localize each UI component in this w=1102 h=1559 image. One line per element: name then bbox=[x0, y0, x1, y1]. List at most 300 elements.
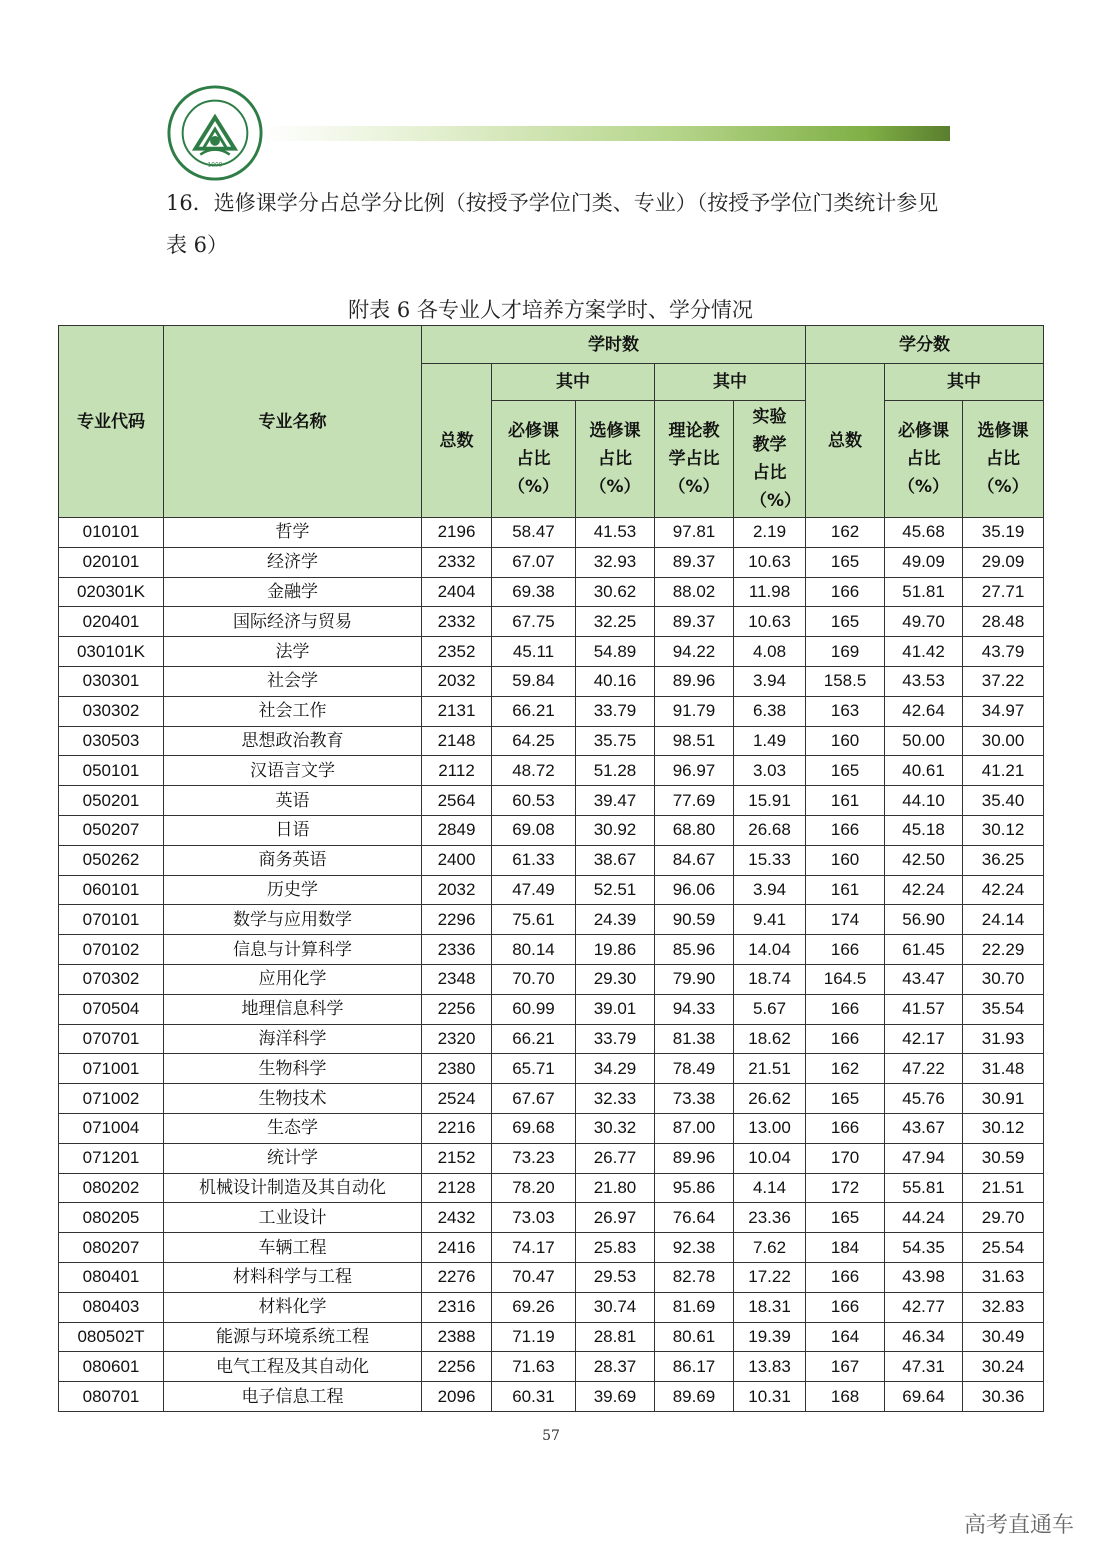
table-cell: 28.37 bbox=[576, 1352, 655, 1382]
table-cell: 169 bbox=[806, 637, 885, 667]
header-required-ratio: 必修课占比（%） bbox=[492, 401, 576, 518]
table-cell: 30.24 bbox=[963, 1352, 1044, 1382]
table-cell: 168 bbox=[806, 1382, 885, 1412]
table-cell: 13.00 bbox=[734, 1113, 806, 1143]
table-cell: 11.98 bbox=[734, 577, 806, 607]
table-row bbox=[59, 666, 1044, 696]
table-cell: 70.70 bbox=[492, 964, 576, 994]
table-cell: 43.67 bbox=[885, 1113, 963, 1143]
table-cell: 7.62 bbox=[734, 1233, 806, 1263]
table-cell: 050101 bbox=[59, 756, 164, 786]
table-cell: 010101 bbox=[59, 518, 164, 548]
table-cell: 4.14 bbox=[734, 1173, 806, 1203]
table-cell: 2320 bbox=[422, 1024, 492, 1054]
table-cell: 71.63 bbox=[492, 1352, 576, 1382]
header-credits-total: 总数 bbox=[806, 364, 885, 518]
table-cell: 应用化学 bbox=[164, 964, 422, 994]
table-cell: 34.29 bbox=[576, 1054, 655, 1084]
table-cell: 19.39 bbox=[734, 1322, 806, 1352]
table-row bbox=[59, 845, 1044, 875]
table-cell: 67.07 bbox=[492, 547, 576, 577]
table-cell: 30.00 bbox=[963, 726, 1044, 756]
table-body bbox=[59, 518, 1044, 1412]
table-cell: 76.64 bbox=[655, 1203, 734, 1233]
watermark-text: 高考直通车 bbox=[963, 1513, 1074, 1538]
table-cell: 14.04 bbox=[734, 935, 806, 965]
table-cell: 2276 bbox=[422, 1262, 492, 1292]
table-cell: 海洋科学 bbox=[164, 1024, 422, 1054]
table-cell: 21.51 bbox=[963, 1173, 1044, 1203]
table-cell: 44.24 bbox=[885, 1203, 963, 1233]
table-cell: 070504 bbox=[59, 994, 164, 1024]
table-cell: 56.90 bbox=[885, 905, 963, 935]
table-cell: 166 bbox=[806, 935, 885, 965]
table-cell: 172 bbox=[806, 1173, 885, 1203]
table-cell: 2148 bbox=[422, 726, 492, 756]
table-cell: 080403 bbox=[59, 1292, 164, 1322]
table-cell: 26.62 bbox=[734, 1084, 806, 1114]
table-cell: 020401 bbox=[59, 607, 164, 637]
header-hours: 学时数 bbox=[422, 326, 806, 364]
table-cell: 10.31 bbox=[734, 1382, 806, 1412]
table-cell: 020301K bbox=[59, 577, 164, 607]
table-cell: 2524 bbox=[422, 1084, 492, 1114]
table-cell: 47.22 bbox=[885, 1054, 963, 1084]
table-cell: 85.96 bbox=[655, 935, 734, 965]
table-cell: 030301 bbox=[59, 666, 164, 696]
table-cell: 163 bbox=[806, 696, 885, 726]
table-cell: 32.33 bbox=[576, 1084, 655, 1114]
curriculum-table bbox=[58, 325, 1044, 1412]
table-cell: 73.38 bbox=[655, 1084, 734, 1114]
table-cell: 29.30 bbox=[576, 964, 655, 994]
table-cell: 电子信息工程 bbox=[164, 1382, 422, 1412]
table-cell: 030101K bbox=[59, 637, 164, 667]
table-cell: 法学 bbox=[164, 637, 422, 667]
table-cell: 51.81 bbox=[885, 577, 963, 607]
table-cell: 49.70 bbox=[885, 607, 963, 637]
table-cell: 2380 bbox=[422, 1054, 492, 1084]
table-cell: 60.99 bbox=[492, 994, 576, 1024]
table-cell: 030503 bbox=[59, 726, 164, 756]
table-cell: 164 bbox=[806, 1322, 885, 1352]
table-cell: 89.96 bbox=[655, 666, 734, 696]
table-cell: 24.39 bbox=[576, 905, 655, 935]
table-cell: 42.77 bbox=[885, 1292, 963, 1322]
table-cell: 40.61 bbox=[885, 756, 963, 786]
table-cell: 32.25 bbox=[576, 607, 655, 637]
table-cell: 64.25 bbox=[492, 726, 576, 756]
table-cell: 69.68 bbox=[492, 1113, 576, 1143]
table-cell: 165 bbox=[806, 607, 885, 637]
table-row bbox=[59, 1233, 1044, 1263]
table-row bbox=[59, 1143, 1044, 1173]
table-cell: 信息与计算科学 bbox=[164, 935, 422, 965]
table-cell: 2256 bbox=[422, 994, 492, 1024]
table-cell: 88.02 bbox=[655, 577, 734, 607]
table-cell: 174 bbox=[806, 905, 885, 935]
table-row bbox=[59, 547, 1044, 577]
table-cell: 15.91 bbox=[734, 786, 806, 816]
table-cell: 39.69 bbox=[576, 1382, 655, 1412]
table-cell: 2256 bbox=[422, 1352, 492, 1382]
table-cell: 74.17 bbox=[492, 1233, 576, 1263]
table-cell: 材料化学 bbox=[164, 1292, 422, 1322]
table-cell: 66.21 bbox=[492, 696, 576, 726]
table-cell: 81.69 bbox=[655, 1292, 734, 1322]
table-cell: 社会工作 bbox=[164, 696, 422, 726]
table-cell: 45.18 bbox=[885, 815, 963, 845]
table-cell: 61.33 bbox=[492, 845, 576, 875]
table-row bbox=[59, 1262, 1044, 1292]
table-cell: 30.92 bbox=[576, 815, 655, 845]
table-cell: 数学与应用数学 bbox=[164, 905, 422, 935]
table-cell: 2152 bbox=[422, 1143, 492, 1173]
table-cell: 33.79 bbox=[576, 696, 655, 726]
table-cell: 37.22 bbox=[963, 666, 1044, 696]
table-cell: 166 bbox=[806, 1262, 885, 1292]
table-cell: 49.09 bbox=[885, 547, 963, 577]
table-row bbox=[59, 726, 1044, 756]
table-cell: 54.35 bbox=[885, 1233, 963, 1263]
header-credit-required-ratio: 必修课占比（%） bbox=[885, 401, 963, 518]
table-cell: 47.49 bbox=[492, 875, 576, 905]
table-cell: 080205 bbox=[59, 1203, 164, 1233]
table-row bbox=[59, 905, 1044, 935]
table-cell: 160 bbox=[806, 845, 885, 875]
table-cell: 工业设计 bbox=[164, 1203, 422, 1233]
table-cell: 162 bbox=[806, 518, 885, 548]
table-cell: 34.97 bbox=[963, 696, 1044, 726]
table-cell: 96.06 bbox=[655, 875, 734, 905]
table-cell: 164.5 bbox=[806, 964, 885, 994]
table-cell: 26.68 bbox=[734, 815, 806, 845]
table-cell: 080401 bbox=[59, 1262, 164, 1292]
table-row bbox=[59, 786, 1044, 816]
table-cell: 25.83 bbox=[576, 1233, 655, 1263]
table-row bbox=[59, 696, 1044, 726]
table-cell: 28.48 bbox=[963, 607, 1044, 637]
table-cell: 165 bbox=[806, 1203, 885, 1233]
table-cell: 42.17 bbox=[885, 1024, 963, 1054]
table-row bbox=[59, 1113, 1044, 1143]
table-cell: 167 bbox=[806, 1352, 885, 1382]
table-cell: 2432 bbox=[422, 1203, 492, 1233]
table-cell: 54.89 bbox=[576, 637, 655, 667]
table-cell: 44.10 bbox=[885, 786, 963, 816]
table-cell: 3.94 bbox=[734, 875, 806, 905]
table-cell: 60.53 bbox=[492, 786, 576, 816]
table-cell: 35.40 bbox=[963, 786, 1044, 816]
table-cell: 82.78 bbox=[655, 1262, 734, 1292]
table-cell: 51.28 bbox=[576, 756, 655, 786]
table-cell: 80.61 bbox=[655, 1322, 734, 1352]
table-cell: 4.08 bbox=[734, 637, 806, 667]
table-cell: 19.86 bbox=[576, 935, 655, 965]
table-cell: 统计学 bbox=[164, 1143, 422, 1173]
table-cell: 69.26 bbox=[492, 1292, 576, 1322]
table-row bbox=[59, 1173, 1044, 1203]
table-cell: 89.69 bbox=[655, 1382, 734, 1412]
table-cell: 21.51 bbox=[734, 1054, 806, 1084]
header-lab-ratio: 实验教学占比（%） bbox=[734, 401, 806, 518]
table-cell: 79.90 bbox=[655, 964, 734, 994]
table-cell: 生物技术 bbox=[164, 1084, 422, 1114]
table-title: 附表 6 各专业人才培养方案学时、学分情况 bbox=[348, 298, 753, 322]
table-cell: 26.97 bbox=[576, 1203, 655, 1233]
table-cell: 78.49 bbox=[655, 1054, 734, 1084]
table-cell: 070701 bbox=[59, 1024, 164, 1054]
table-cell: 84.67 bbox=[655, 845, 734, 875]
table-cell: 2564 bbox=[422, 786, 492, 816]
table-cell: 69.64 bbox=[885, 1382, 963, 1412]
table-cell: 2352 bbox=[422, 637, 492, 667]
table-cell: 35.19 bbox=[963, 518, 1044, 548]
table-row bbox=[59, 964, 1044, 994]
table-cell: 日语 bbox=[164, 815, 422, 845]
table-cell: 社会学 bbox=[164, 666, 422, 696]
section-paragraph: 16．选修课学分占总学分比例（按授予学位门类、专业）（按授予学位门类统计参见表 6） bbox=[166, 191, 939, 257]
table-cell: 68.80 bbox=[655, 815, 734, 845]
table-cell: 50.00 bbox=[885, 726, 963, 756]
table-cell: 69.08 bbox=[492, 815, 576, 845]
table-cell: 41.42 bbox=[885, 637, 963, 667]
table-cell: 89.96 bbox=[655, 1143, 734, 1173]
table-row bbox=[59, 1203, 1044, 1233]
table-cell: 170 bbox=[806, 1143, 885, 1173]
table-cell: 080601 bbox=[59, 1352, 164, 1382]
table-cell: 30.36 bbox=[963, 1382, 1044, 1412]
table-cell: 020101 bbox=[59, 547, 164, 577]
table-cell: 30.12 bbox=[963, 1113, 1044, 1143]
table-cell: 39.47 bbox=[576, 786, 655, 816]
table-cell: 24.14 bbox=[963, 905, 1044, 935]
table-cell: 52.51 bbox=[576, 875, 655, 905]
table-row bbox=[59, 1292, 1044, 1322]
table-cell: 45.76 bbox=[885, 1084, 963, 1114]
table-cell: 2296 bbox=[422, 905, 492, 935]
table-cell: 18.62 bbox=[734, 1024, 806, 1054]
table-row bbox=[59, 637, 1044, 667]
table-cell: 历史学 bbox=[164, 875, 422, 905]
table-cell: 071201 bbox=[59, 1143, 164, 1173]
table-cell: 2112 bbox=[422, 756, 492, 786]
table-cell: 30.59 bbox=[963, 1143, 1044, 1173]
table-cell: 30.62 bbox=[576, 577, 655, 607]
table-cell: 1.49 bbox=[734, 726, 806, 756]
table-cell: 43.79 bbox=[963, 637, 1044, 667]
table-cell: 67.67 bbox=[492, 1084, 576, 1114]
table-cell: 73.03 bbox=[492, 1203, 576, 1233]
table-cell: 23.36 bbox=[734, 1203, 806, 1233]
table-cell: 70.47 bbox=[492, 1262, 576, 1292]
table-cell: 15.33 bbox=[734, 845, 806, 875]
table-cell: 080207 bbox=[59, 1233, 164, 1263]
table-cell: 87.00 bbox=[655, 1113, 734, 1143]
table-cell: 2332 bbox=[422, 547, 492, 577]
table-cell: 2216 bbox=[422, 1113, 492, 1143]
table-cell: 071001 bbox=[59, 1054, 164, 1084]
table-row bbox=[59, 994, 1044, 1024]
table-cell: 77.69 bbox=[655, 786, 734, 816]
table-cell: 电气工程及其自动化 bbox=[164, 1352, 422, 1382]
header-code: 专业代码 bbox=[59, 326, 164, 518]
table-cell: 071002 bbox=[59, 1084, 164, 1114]
table-cell: 31.93 bbox=[963, 1024, 1044, 1054]
table-cell: 30.32 bbox=[576, 1113, 655, 1143]
table-cell: 184 bbox=[806, 1233, 885, 1263]
table-cell: 6.38 bbox=[734, 696, 806, 726]
table-cell: 86.17 bbox=[655, 1352, 734, 1382]
table-cell: 地理信息科学 bbox=[164, 994, 422, 1024]
table-cell: 30.70 bbox=[963, 964, 1044, 994]
table-cell: 30.91 bbox=[963, 1084, 1044, 1114]
table-cell: 71.19 bbox=[492, 1322, 576, 1352]
table-cell: 070102 bbox=[59, 935, 164, 965]
table-cell: 21.80 bbox=[576, 1173, 655, 1203]
table-cell: 65.71 bbox=[492, 1054, 576, 1084]
table-cell: 158.5 bbox=[806, 666, 885, 696]
table-cell: 22.29 bbox=[963, 935, 1044, 965]
table-cell: 25.54 bbox=[963, 1233, 1044, 1263]
table-cell: 59.84 bbox=[492, 666, 576, 696]
table-cell: 36.25 bbox=[963, 845, 1044, 875]
table-cell: 材料科学与工程 bbox=[164, 1262, 422, 1292]
table-cell: 78.20 bbox=[492, 1173, 576, 1203]
table-cell: 92.38 bbox=[655, 1233, 734, 1263]
table-row bbox=[59, 815, 1044, 845]
table-cell: 35.54 bbox=[963, 994, 1044, 1024]
table-cell: 165 bbox=[806, 1084, 885, 1114]
table-cell: 94.33 bbox=[655, 994, 734, 1024]
table-cell: 38.67 bbox=[576, 845, 655, 875]
table-cell: 2096 bbox=[422, 1382, 492, 1412]
svg-text:1909: 1909 bbox=[207, 162, 223, 169]
table-cell: 2032 bbox=[422, 875, 492, 905]
table-cell: 47.94 bbox=[885, 1143, 963, 1173]
table-cell: 40.16 bbox=[576, 666, 655, 696]
table-cell: 英语 bbox=[164, 786, 422, 816]
header-hours-among-1: 其中 bbox=[492, 364, 655, 401]
header-elective-ratio: 选修课占比（%） bbox=[576, 401, 655, 518]
table-cell: 165 bbox=[806, 756, 885, 786]
table-cell: 161 bbox=[806, 875, 885, 905]
table-cell: 45.11 bbox=[492, 637, 576, 667]
university-seal-icon bbox=[166, 84, 264, 182]
table-cell: 45.68 bbox=[885, 518, 963, 548]
table-cell: 75.61 bbox=[492, 905, 576, 935]
table-cell: 2388 bbox=[422, 1322, 492, 1352]
table-cell: 30.12 bbox=[963, 815, 1044, 845]
table-cell: 汉语言文学 bbox=[164, 756, 422, 786]
table-cell: 42.64 bbox=[885, 696, 963, 726]
table-cell: 32.93 bbox=[576, 547, 655, 577]
table-cell: 91.79 bbox=[655, 696, 734, 726]
table-cell: 经济学 bbox=[164, 547, 422, 577]
table-row bbox=[59, 1382, 1044, 1412]
table-cell: 2.19 bbox=[734, 518, 806, 548]
table-cell: 生态学 bbox=[164, 1113, 422, 1143]
table-cell: 080701 bbox=[59, 1382, 164, 1412]
header-decorative-band bbox=[262, 126, 950, 141]
table-cell: 162 bbox=[806, 1054, 885, 1084]
table-row bbox=[59, 1084, 1044, 1114]
table-cell: 050207 bbox=[59, 815, 164, 845]
table-cell: 31.48 bbox=[963, 1054, 1044, 1084]
table-cell: 81.38 bbox=[655, 1024, 734, 1054]
table-cell: 166 bbox=[806, 994, 885, 1024]
header-name: 专业名称 bbox=[164, 326, 422, 518]
page-number: 57 bbox=[542, 1428, 560, 1444]
table-cell: 42.24 bbox=[963, 875, 1044, 905]
table-cell: 10.04 bbox=[734, 1143, 806, 1173]
header-credits: 学分数 bbox=[806, 326, 1044, 364]
table-row bbox=[59, 756, 1044, 786]
table-cell: 2336 bbox=[422, 935, 492, 965]
table-cell: 30.49 bbox=[963, 1322, 1044, 1352]
table-cell: 2032 bbox=[422, 666, 492, 696]
table-cell: 5.67 bbox=[734, 994, 806, 1024]
table-cell: 39.01 bbox=[576, 994, 655, 1024]
table-cell: 47.31 bbox=[885, 1352, 963, 1382]
table-cell: 73.23 bbox=[492, 1143, 576, 1173]
table-cell: 58.47 bbox=[492, 518, 576, 548]
table-cell: 3.94 bbox=[734, 666, 806, 696]
header-credits-among: 其中 bbox=[885, 364, 1044, 401]
table-cell: 31.63 bbox=[963, 1262, 1044, 1292]
table-cell: 33.79 bbox=[576, 1024, 655, 1054]
table-cell: 35.75 bbox=[576, 726, 655, 756]
table-row bbox=[59, 518, 1044, 548]
table-cell: 2416 bbox=[422, 1233, 492, 1263]
table-cell: 050262 bbox=[59, 845, 164, 875]
table-cell: 29.70 bbox=[963, 1203, 1044, 1233]
table-cell: 030302 bbox=[59, 696, 164, 726]
table-cell: 071004 bbox=[59, 1113, 164, 1143]
table-cell: 80.14 bbox=[492, 935, 576, 965]
table-cell: 42.24 bbox=[885, 875, 963, 905]
table-cell: 10.63 bbox=[734, 547, 806, 577]
table-row bbox=[59, 935, 1044, 965]
table-cell: 车辆工程 bbox=[164, 1233, 422, 1263]
table-row bbox=[59, 1352, 1044, 1382]
header-credit-elective-ratio: 选修课占比（%） bbox=[963, 401, 1044, 518]
table-cell: 18.74 bbox=[734, 964, 806, 994]
table-cell: 能源与环境系统工程 bbox=[164, 1322, 422, 1352]
table-row bbox=[59, 577, 1044, 607]
table-cell: 43.53 bbox=[885, 666, 963, 696]
table-cell: 17.22 bbox=[734, 1262, 806, 1292]
header-hours-among-2: 其中 bbox=[655, 364, 806, 401]
table-cell: 46.34 bbox=[885, 1322, 963, 1352]
table-cell: 89.37 bbox=[655, 607, 734, 637]
table-cell: 43.98 bbox=[885, 1262, 963, 1292]
table-cell: 050201 bbox=[59, 786, 164, 816]
table-cell: 97.81 bbox=[655, 518, 734, 548]
table-cell: 27.71 bbox=[963, 577, 1044, 607]
table-cell: 9.41 bbox=[734, 905, 806, 935]
table-cell: 41.21 bbox=[963, 756, 1044, 786]
table-cell: 28.81 bbox=[576, 1322, 655, 1352]
table-cell: 32.83 bbox=[963, 1292, 1044, 1322]
table-row bbox=[59, 875, 1044, 905]
table-cell: 国际经济与贸易 bbox=[164, 607, 422, 637]
table-cell: 166 bbox=[806, 1113, 885, 1143]
header-theory-ratio: 理论教学占比（%） bbox=[655, 401, 734, 518]
table-cell: 2348 bbox=[422, 964, 492, 994]
table-cell: 41.53 bbox=[576, 518, 655, 548]
table-cell: 思想政治教育 bbox=[164, 726, 422, 756]
